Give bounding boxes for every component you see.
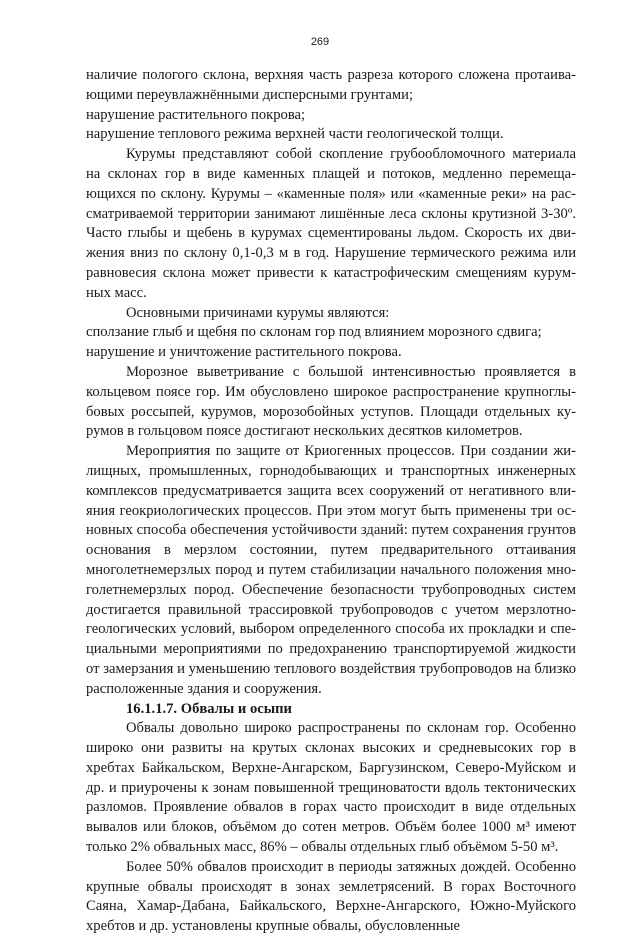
- paragraph-list-item-1: наличие пологого склона, верхняя часть разреза которого сложена протаивающими переувлажнёнными дисперсными грунтами;: [86, 67, 576, 103]
- paragraph-protection-measures: Мероприятия по защите от Криогенных процессов. При создании жилищных, промышленных, горнодобывающих и транспортных инженерных комплексов предусматривается защита всех сооружений от негативного влияния геокриологических процессов. При этом могут быть применены три основных способа обеспечения устойчивости зданий: путем сохранения грунтов основания в мерзлом состоянии, путем предварительного оттаивания многолетнемерзлых пород и путем стабилизации начального положения многолетнемерзлых пород. Обеспечение безопасности трубопроводных систем достигается правильной трассировкой трубопроводов с учетом мерзлотно-геологических условий, выбором определенного способа их прокладки и специальными мероприятиями по предохранению транспортируемой жидкости от замерзания и уменьшению теплового воздействия трубопроводов на близко расположенные здания и сооружения.: [86, 443, 576, 697]
- paragraph-rockfall-causes: Более 50% обвалов происходит в периоды затяжных дождей. Особенно крупные обвалы происходят в зонах землетрясений. В горах Восточного Саяна, Хамар-Дабана, Байкальского, Верхне-Ангарского, Южно-Муйского хребтов и др. установлены крупные обвалы, обусловленные: [86, 858, 576, 935]
- paragraph-cause-1: сползание глыб и щебня по склонам гор под влиянием морозного сдвига;: [86, 324, 542, 341]
- section-heading: 16.1.1.7. Обвалы и осыпи: [126, 700, 292, 717]
- paragraph-weathering: Морозное выветривание с большой интенсивностью проявляется в кольцевом поясе гор. Им обусловлено широкое распространение крупноглыбовых россыпей, курумов, морозобойных уступов. Площади отдельных курумов в гольцовом поясе достигают нескольких десятков километров.: [86, 363, 576, 440]
- paragraph-causes-intro: Основными причинами курумы являются:: [126, 304, 390, 321]
- paragraph-list-item-3: нарушение теплового режима верхней части геологической толщи.: [86, 126, 504, 143]
- page-number: 269: [310, 36, 330, 48]
- paragraph-kurumy: Курумы представляют собой скопление грубообломочного материала на склонах гор в виде каменных плащей и потоков, медленно перемещающихся по склону. Курумы – «каменные поля» или «каменные реки» на рассматриваемой территории занимают лишённые леса склоны крутизной 3-30º. Часто глыбы и щебень в курумах сцементированы льдом. Скорость их движения вниз по склону 0,1-0,3 м в год. Нарушение термического режима или равновесия склона может привести к катастрофическим смещениям курумных масс.: [86, 146, 576, 301]
- paragraph-cause-2: нарушение и уничтожение растительного покрова.: [86, 344, 402, 361]
- body-text: [86, 66, 576, 937]
- paragraph-list-item-2: нарушение растительного покрова;: [86, 106, 306, 123]
- paragraph-rockfalls: Обвалы довольно широко распространены по склонам гор. Особенно широко они развиты на крутых склонах высоких и средневысоких гор в хребтах Байкальском, Верхне-Ангарском, Баргузинском, Северо-Муйском и др. и приурочены к зонам повышенной трещиноватости вдоль тектонических разломов. Проявление обвалов в горах часто происходит в виде отдельных вывалов или блоков, объёмом до сотен метров. Объём более 1000 м³ имеют только 2% обвальных масс, 86% – обвалы отдельных глыб объёмом 5-50 м³.: [86, 720, 576, 856]
